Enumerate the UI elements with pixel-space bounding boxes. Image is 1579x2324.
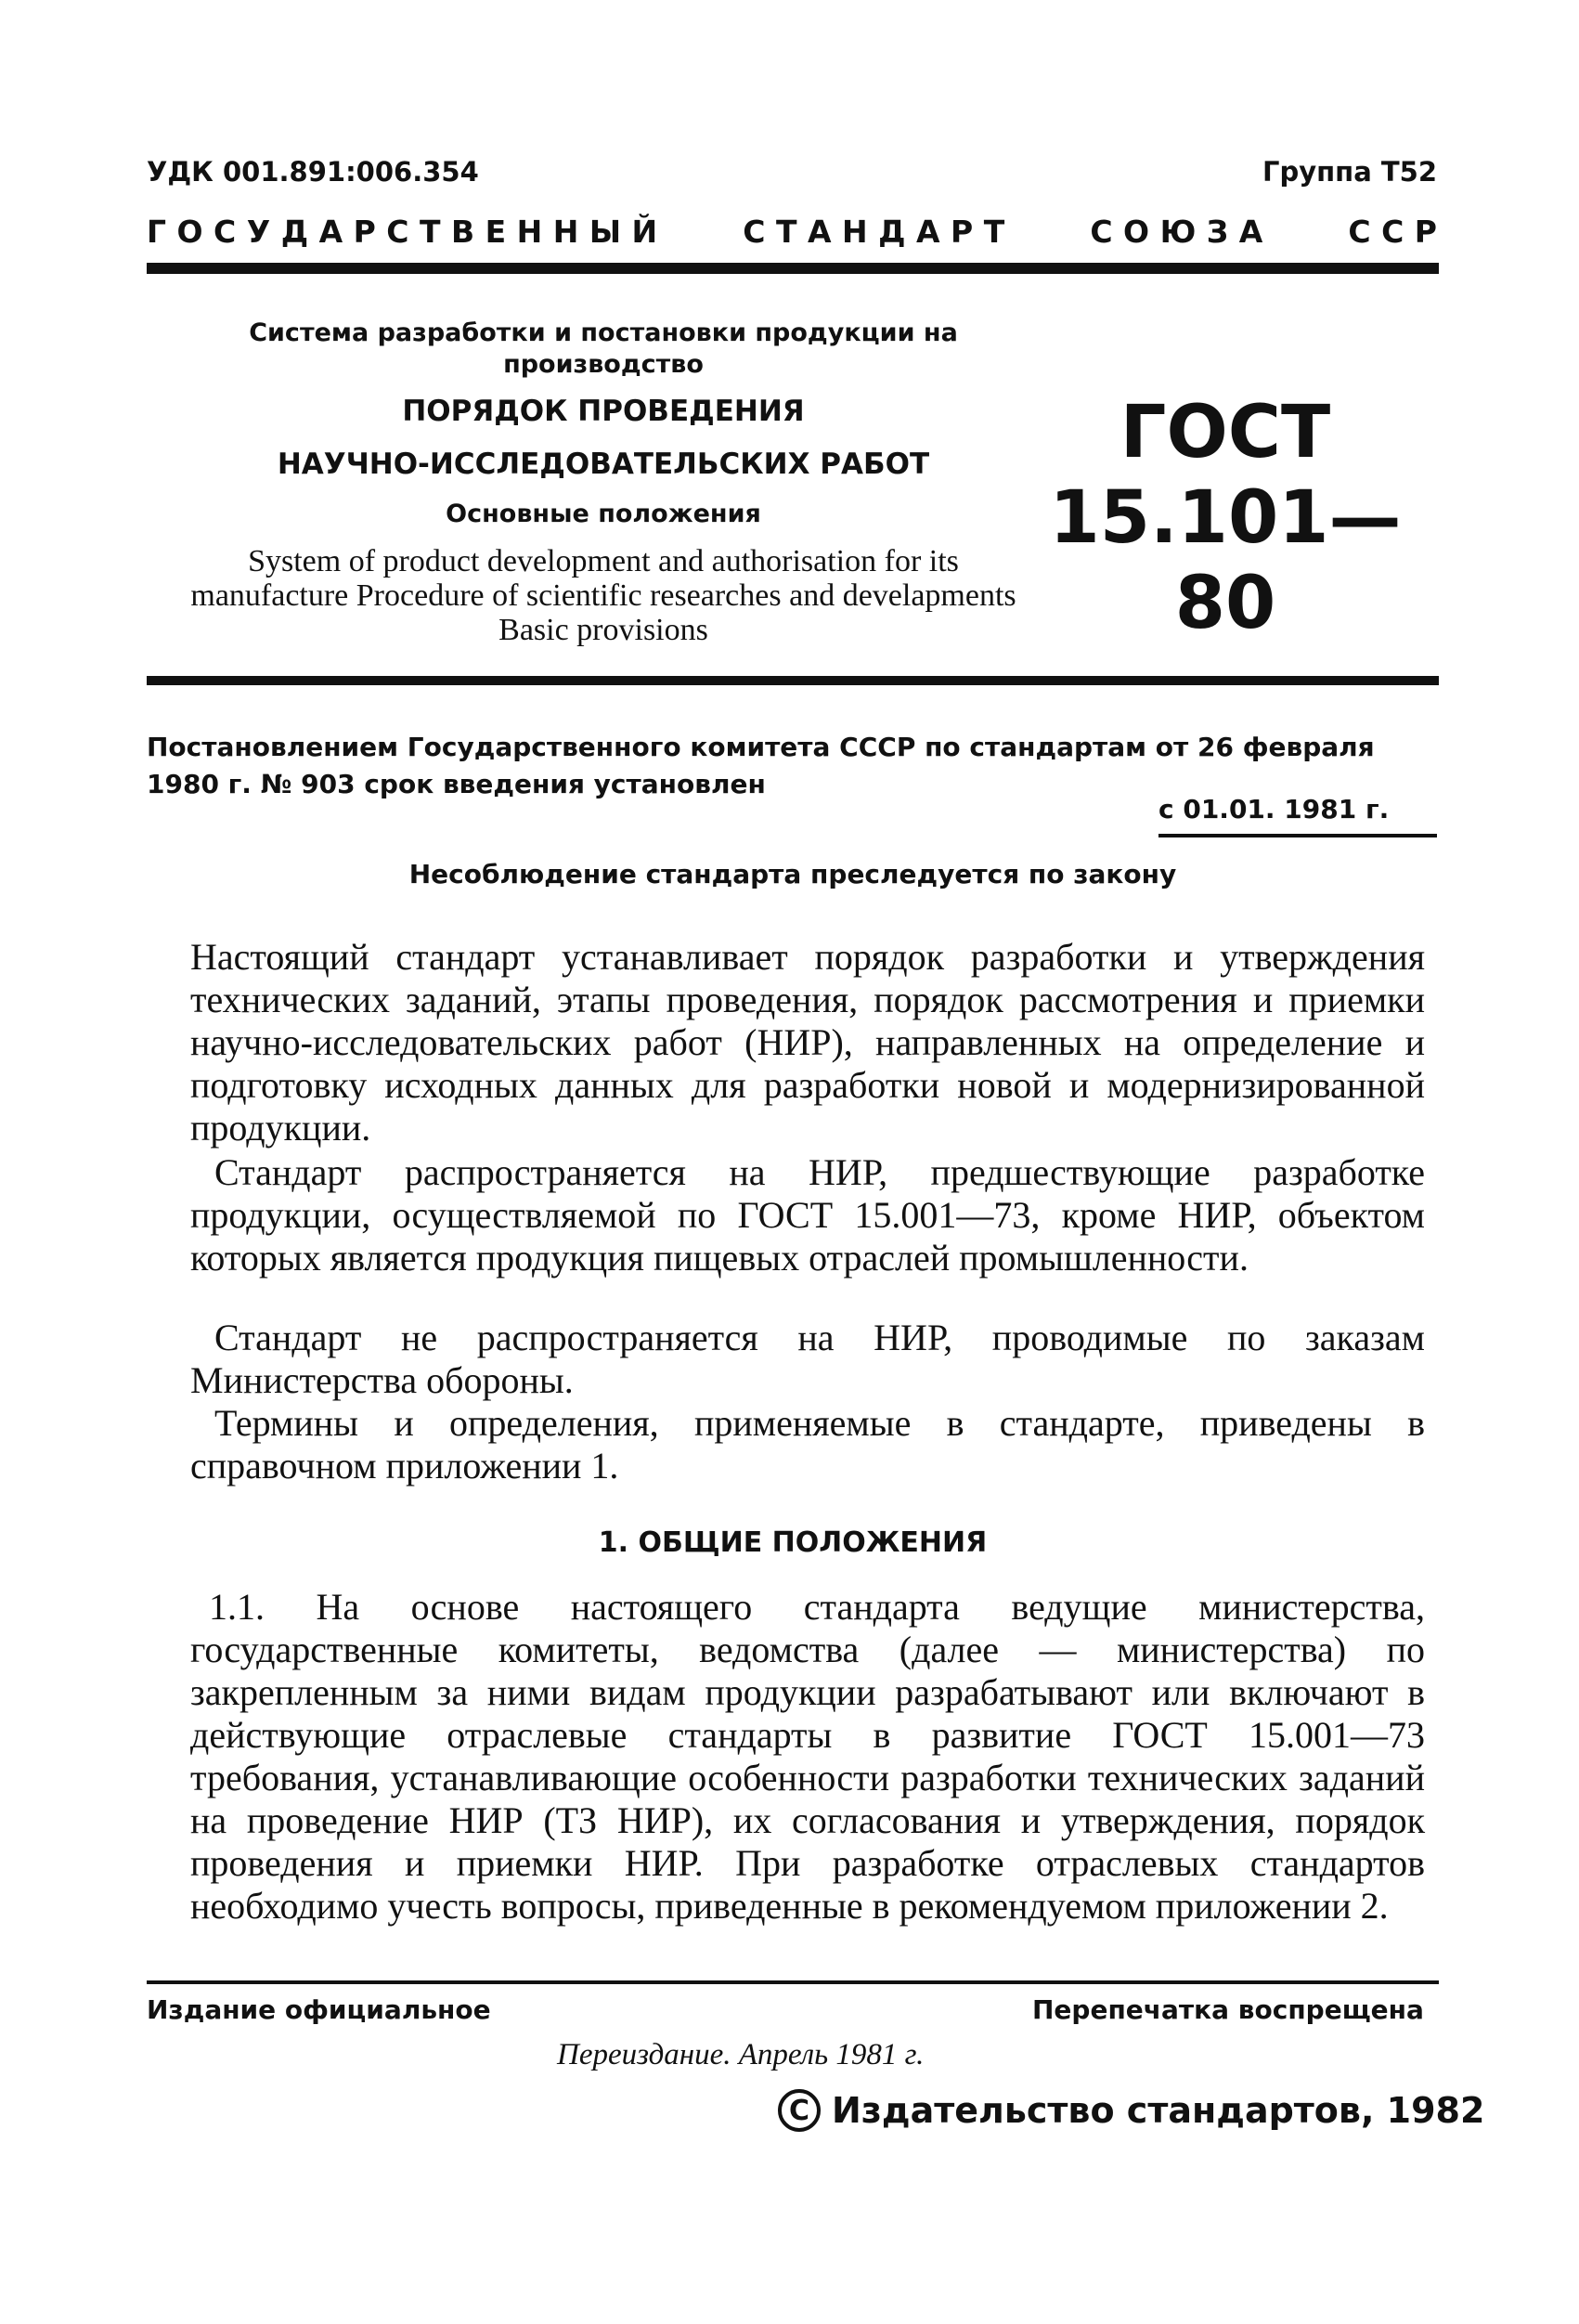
publisher: Издательство стандартов, 1982 [832, 2090, 1485, 2131]
reprint-prohibited: Перепечатка воспрещена [1032, 1994, 1424, 2025]
state-standard-heading [147, 214, 1437, 250]
copyright-icon: С [778, 2089, 821, 2132]
title-line-1: ПОРЯДОК ПРОВЕДЕНИЯ [402, 395, 805, 428]
decree-text: Постановлением Государственного комитета СССР по стандартам от 26 февраля 1980 г. № 903 срок введения установлен [147, 732, 1375, 799]
subtitle: Основные положения [446, 500, 761, 528]
paragraph-applicability: Стандарт распространяется на НИР, предшествующие разработке продукции, осуществляемой по ГОСТ 15.001—73, кроме НИР, объектом которых является продукция пищевых отраслей промышленности. [190, 1151, 1425, 1279]
paragraph-1-1: 1.1. На основе настоящего стандарта ведущие министерства, государственные комитеты, ведомства (далее — министерства) по закрепленным за ними видам продукции разрабатывают или включают в действующие отраслевые стандарты в развитие ГОСТ 15.001—73 требования, устанавливающие особенности разработки технических заданий на проведение НИР (ТЗ НИР), их согласования и утверждения, порядок проведения и приемки НИР. При разработке отраслевых стандартов необходимо учесть вопросы, приведенные в рекомендуемом приложении 2. [190, 1586, 1425, 1927]
effective-date: с 01.01. 1981 г. [1158, 794, 1390, 824]
reissue-note: Переиздание. Апрель 1981 г. [557, 2038, 925, 2071]
gost-designation [1049, 390, 1402, 646]
state-word-1: Г О С У Д А Р С Т В Е Н Н Ы Й [147, 214, 658, 250]
state-word-2: С Т А Н Д А Р Т [743, 214, 1005, 250]
paragraph-scope: Настоящий стандарт устанавливает порядок разработки и утверждения технических заданий, этапы проведения, порядок рассмотрения и приемки научно-исследовательских работ (НИР), направленных на определение и подготовку исходных данных для разработки новой и модернизированной продукции. [190, 936, 1425, 1149]
title-rule [147, 676, 1439, 685]
section-title: 1. ОБЩИЕ ПОЛОЖЕНИЯ [598, 1526, 988, 1559]
paragraph-terms: Термины и определения, применяемые в стандарте, приведены в справочном приложении 1. [190, 1402, 1425, 1487]
title-line-2: НАУЧНО-ИССЛЕДОВАТЕЛЬСКИХ РАБОТ [277, 448, 930, 481]
gost-label: ГОСТ [1120, 391, 1331, 474]
footer-rule [147, 1980, 1439, 1984]
effective-date-underline [1158, 834, 1437, 837]
gost-number: 15.101—80 [1049, 476, 1402, 645]
official-edition: Издание официальное [147, 1994, 491, 2025]
udc-code: УДК 001.891:006.354 [147, 156, 479, 188]
state-word-3: С О Ю З А [1090, 214, 1263, 250]
state-word-4: С С Р [1348, 214, 1437, 250]
copyright-line [778, 2089, 1484, 2132]
enforcement-notice: Несоблюдение стандарта преследуется по закону [408, 859, 1177, 889]
header-rule [147, 263, 1439, 274]
paragraph-exclusion: Стандарт не распространяется на НИР, проводимые по заказам Министерства обороны. [190, 1317, 1425, 1401]
english-title: System of product development and authorisation for its manufacture Procedure of scientific researches and develapments Basic provisions [190, 544, 1016, 647]
system-title: Система разработки и постановки продукции на производство [249, 318, 958, 379]
group-code: Группа Т52 [1262, 156, 1438, 188]
